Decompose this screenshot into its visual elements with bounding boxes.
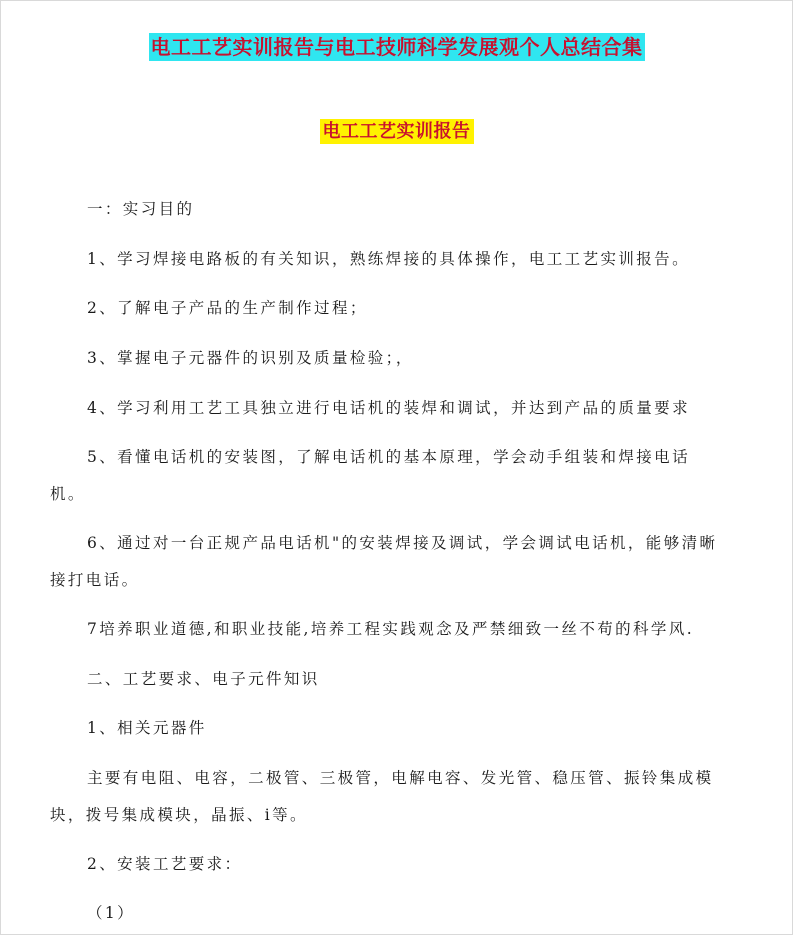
paragraph-line: 1、相关元器件 [87,719,207,737]
paragraph-item-6 [50,525,750,599]
paragraph-line: 二、工艺要求、电子元件知识 [87,670,320,688]
section-title: 电工工艺实训报告 [320,119,474,144]
main-title-container [0,33,793,61]
paragraph-line: （1） [87,904,136,922]
paragraph-line: 5、看懂电话机的安装图，了解电话机的基本原理，学会动手组装和焊接电话 [87,448,690,466]
paragraph-item-3 [50,340,750,377]
paragraph-subheading-1 [50,710,750,747]
paragraph-line: 3、掌握电子元器件的识别及质量检验；， [87,349,414,367]
paragraph-line: 2、了解电子产品的生产制作过程； [87,299,368,317]
paragraph-line: 块，拨号集成模块，晶振、i等。 [50,806,308,824]
paragraph-heading-2 [50,661,750,698]
paragraph-line: 一：实习目的 [87,200,195,218]
paragraph-line: 6、通过对一台正规产品电话机"的安装焊接及调试，学会调试电话机，能够清晰 [87,534,718,552]
paragraph-item-2 [50,290,750,327]
paragraph-line: 4、学习利用工艺工具独立进行电话机的装焊和调试，并达到产品的质量要求 [87,399,690,417]
paragraph-components [50,760,750,834]
paragraph-item-4 [50,390,750,427]
paragraph-line: 1、学习焊接电路板的有关知识，熟练焊接的具体操作，电工工艺实训报告。 [87,250,690,268]
paragraph-line: 主要有电阻、电容，二极管、三极管，电解电容、发光管、稳压管、振铃集成模 [87,769,714,787]
paragraph-line: 2、安装工艺要求： [87,855,243,873]
paragraph-item-5 [50,439,750,513]
paragraph-list-start [50,895,750,932]
paragraph-item-7 [50,611,750,648]
paragraph-item-1 [50,241,750,278]
paragraph-line: 接打电话。 [50,571,140,589]
sub-title-container [0,119,793,144]
main-title: 电工工艺实训报告与电工技师科学发展观个人总结合集 [150,35,643,59]
paragraph-line: 7培养职业道德,和职业技能,培养工程实践观念及严禁细致一丝不苟的科学风. [87,620,695,638]
paragraph-subheading-2 [50,846,750,883]
paragraph-line: 机。 [50,485,86,503]
paragraph-heading-1 [50,191,750,228]
